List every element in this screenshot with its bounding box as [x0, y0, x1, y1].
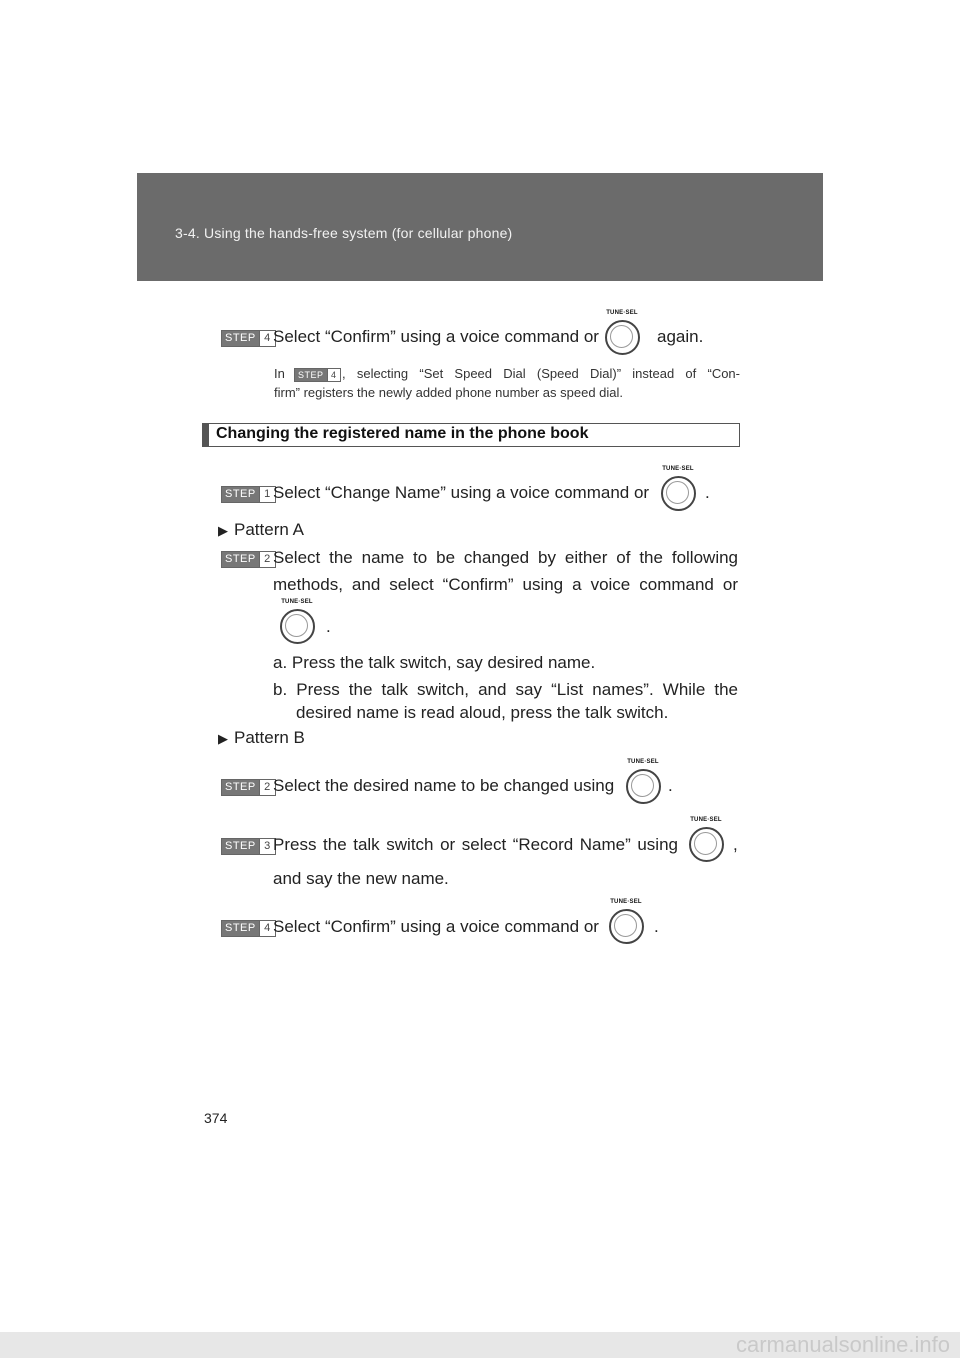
step-text-end: , — [733, 835, 738, 854]
step-text-end: again. — [657, 327, 704, 346]
step-text-line-2: methods, and select “Confirm” using a voice command or — [273, 575, 738, 594]
step-badge: STEP 1 — [221, 486, 276, 503]
note-prefix: In — [274, 366, 285, 381]
step-text-line-1: Select the name to be changed by either of the following — [273, 548, 738, 567]
subheading-title: Changing the registered name in the phone book — [216, 425, 589, 442]
step-text-end: . — [705, 483, 710, 502]
note-line-2: firm” registers the newly added phone number as speed dial. — [274, 385, 624, 400]
footer-text: carmanualsonline.info — [735, 1332, 950, 1357]
subheading-box — [202, 423, 740, 447]
section-header — [137, 173, 823, 281]
step-text-end: . — [326, 617, 331, 636]
step-badge: STEP 2 — [221, 779, 276, 796]
step-badge: STEP 3 — [221, 838, 276, 855]
step-text: Select “Change Name” using a voice command or — [273, 483, 650, 502]
step-badge: STEP 4 — [221, 920, 276, 937]
triangle-bullet-icon: ▶ — [218, 523, 228, 538]
tune-sel-knob-icon: TUNE·SEL — [656, 466, 700, 516]
tune-sel-knob-icon: TUNE·SEL — [684, 817, 728, 867]
pattern-b-heading: ▶ Pattern B — [218, 728, 305, 747]
section-title: 3-4. Using the hands-free system (for cellular phone) — [175, 225, 513, 241]
note-line-1: , selecting “Set Speed Dial (Speed Dial)” instead of “Con- — [342, 366, 740, 381]
step-text: Select “Confirm” using a voice command or — [273, 327, 599, 346]
method-b-line-1: b. Press the talk switch, and say “List names”. While the — [273, 680, 738, 699]
footer-watermark — [0, 1332, 960, 1358]
page-number: 374 — [204, 1110, 228, 1126]
step-text-end: . — [654, 917, 659, 936]
method-b-line-2: desired name is read aloud, press the talk switch. — [296, 703, 669, 722]
step-text: Select “Confirm” using a voice command or — [273, 917, 599, 936]
step-badge-inline: STEP 4 — [294, 368, 341, 382]
triangle-bullet-icon: ▶ — [218, 731, 228, 746]
step-badge: STEP 4 — [221, 330, 276, 347]
tune-sel-knob-icon: TUNE·SEL — [600, 310, 644, 360]
step-text-end: . — [668, 776, 673, 795]
subheading-bar — [203, 424, 209, 446]
step-text: Select the desired name to be changed using — [273, 776, 615, 795]
step-text: Press the talk switch or select “Record Name” using — [273, 835, 678, 854]
step-badge: STEP 2 — [221, 551, 276, 568]
tune-sel-knob-icon: TUNE·SEL — [604, 899, 648, 949]
tune-sel-knob-icon: TUNE·SEL — [275, 599, 319, 649]
step-text-line-2: and say the new name. — [273, 869, 449, 888]
method-a: a. Press the talk switch, say desired name. — [273, 653, 596, 672]
tune-sel-knob-icon: TUNE·SEL — [621, 759, 665, 809]
pattern-a-heading: ▶ Pattern A — [218, 520, 304, 539]
